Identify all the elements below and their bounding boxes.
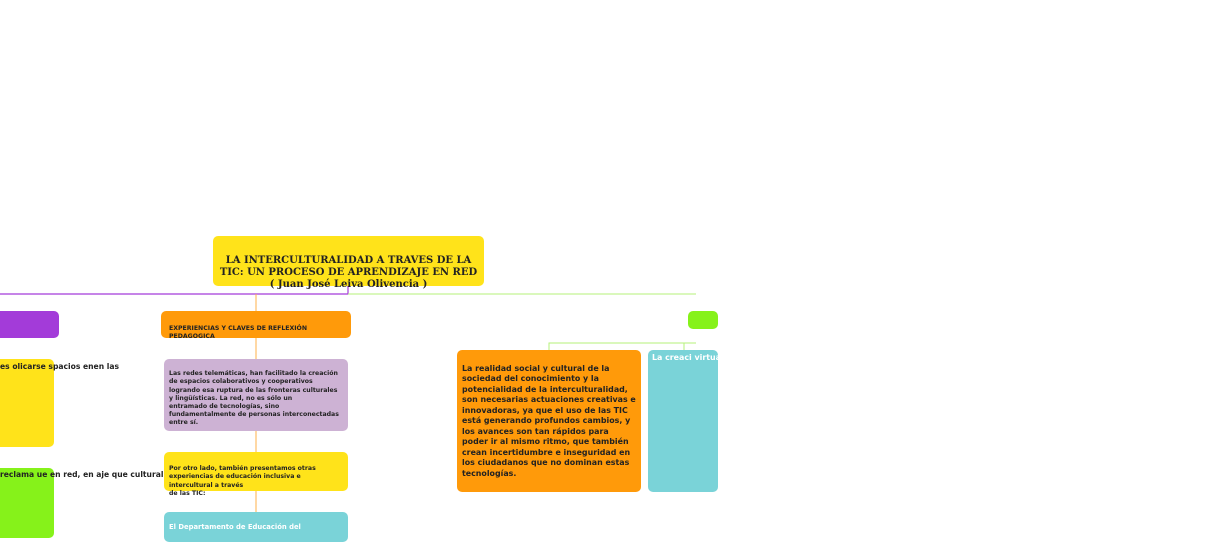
left-card-yellow-text: es olicarse spacios enen las [0,362,119,371]
branch-right-topic[interactable] [688,311,718,329]
right-card-creacion[interactable] [648,350,1224,492]
right-card-realidad-text: La realidad social y cultural de la sociedad del conocimiento y la potencialidad de la interculturalidad, son necesarias actuaciones creativas e innovadoras, ya que el uso de las TIC está generando profundos cambios, y los avances son tan rápidos para poder ir al mismo ritmo, que también crean incertidumbre e inseguridad en los ciudadanos que no dominan estas tecnologías. [462,363,636,478]
connector-right-branch [549,343,696,350]
root-topic[interactable] [213,236,484,290]
right-card-creacion-text: La creaci virtuales interculti espacio d para com aspiracio que lleve acordes c formativa menores la socieda serán nec competer [652,353,1224,362]
right-card-realidad[interactable] [457,350,641,492]
center-card-departamento-text: El Departamento de Educación del [169,523,301,531]
left-card-green[interactable] [0,468,164,538]
center-card-experiencias[interactable] [164,452,348,497]
center-card-departamento[interactable] [164,512,348,542]
center-card-redes-text: Las redes telemáticas, han facilitado la creación de espacios colaborativos y cooperativos logrando esa ruptura de las fronteras culturales y lingüísticas. La red, no es sólo un entramado de tecnologías, sino fundamentalmente de personas interconectadas entre sí. [169,370,339,427]
left-card-green-text: reclama ue en red, en aje que cultural [0,470,164,479]
root-topic-title: LA INTERCULTURALIDAD A TRAVES DE LA TIC: UN PROCESO DE APRENDIZAJE EN RED ( Juan José Leiva Olivencia ) [219,255,478,290]
center-card-redes[interactable] [164,359,348,431]
branch-left-topic[interactable] [0,311,59,338]
branch-center-title: EXPERIENCIAS Y CLAVES DE REFLEXIÓN PEDAGOGICA [169,325,308,340]
center-card-experiencias-text: Por otro lado, también presentamos otras experiencias de educación inclusiva e intercultural a través de las TIC: [169,465,316,497]
left-card-yellow[interactable] [0,359,119,447]
branch-center-topic[interactable] [161,311,351,338]
